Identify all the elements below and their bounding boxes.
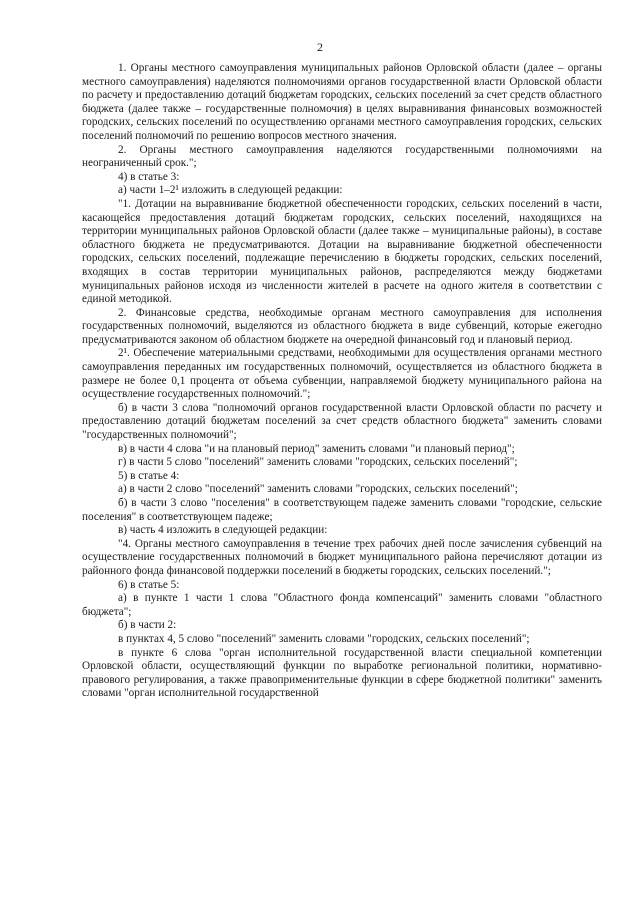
page-number: 2 (317, 40, 323, 54)
paragraph: "4. Органы местного самоуправления в течение трех рабочих дней после зачисления субвенций на осуществление государственных полномочий в бюджет муниципального района перечисляют дотации из районного фонда финансовой поддержки поселений в бюджеты городских, сельских поселений."; (82, 537, 602, 577)
paragraph: 6) в статье 5: (118, 578, 180, 591)
paragraph: б) в части 3 слово "поселения" в соответствующем падеже заменить словами "городские, сельские поселения" в соответствующем падеже; (82, 497, 602, 523)
paragraph: а) в части 2 слово "поселений" заменить словами "городских, сельских поселений"; (118, 483, 518, 496)
paragraph: в) часть 4 изложить в следующей редакции: (118, 524, 328, 537)
paragraph: 2. Органы местного самоуправления наделяются государственными полномочиями на неограниченный срок."; (82, 143, 602, 170)
paragraph: г) в части 5 слово "поселений" заменить словами "городских, сельских поселений"; (118, 456, 518, 469)
paragraph: 1. Органы местного самоуправления муниципальных районов Орловской области (далее – органы местного самоуправления) наделяются полномочиями органов государственной власти Орловской области по расчету и предоставлению дотаций бюджетам городских, сельских поселений за счет средств областного бюджета (далее также – государственные полномочия) в целях выравнивания финансовых возможностей городских, сельских поселений по осуществлению органами местного самоуправления городских, сельских поселений полномочий по решению вопросов местного значения. (82, 62, 602, 142)
paragraph: 4) в статье 3: (118, 170, 180, 183)
paragraph: б) в части 2: (118, 619, 177, 632)
paragraph: а) части 1–2¹ изложить в следующей редакции: (118, 184, 343, 197)
paragraph: 2. Финансовые средства, необходимые органам местного самоуправления для исполнения государственных полномочий, выделяются из областного бюджета в виде субвенций, которые ежегодно предусматриваются законом об областном бюджете на очередной финансовый год и плановый период. (82, 306, 602, 346)
paragraph: 2¹. Обеспечение материальными средствами, необходимыми для осуществления органами местного самоуправления переданных им государственных полномочий, осуществляется из областного бюджета в размере не более 0,1 процента от объема субвенции, направляемой бюджету муниципального района на осуществление государственных полномочий."; (82, 347, 602, 401)
paragraph: б) в части 3 слова "полномочий органов государственной власти Орловской области по расчету и предоставлению дотаций бюджетам поселений за счет средств областного бюджета" заменить словами "государственных полномочий"; (82, 401, 602, 442)
paragraph: "1. Дотации на выравнивание бюджетной обеспеченности городских, сельских поселений в части, касающейся предоставления дотаций бюджетам городских, сельских поселений, находящихся на территории муниципальных районов Орловской области (далее также – муниципальные районы), в составе областного бюджета не предусматриваются. Дотации на выравнивание бюджетной обеспеченности городских, сельских поселений, подлежащие перечислению в бюджеты городских, сельских поселений, входящих в состав территории муниципальных районов, распределяются между бюджетами муниципальных районов исходя из численности жителей в расчете на одного жителя в соответствии с единой методикой. (82, 197, 602, 306)
paragraph: в пункте 6 слова "орган исполнительной государственной власти специальной компетенции Орловской области, осуществляющий функции по выработке региональной политики, нормативно-правового регулирования, а также правоприменительные функции в сфере бюджетной политики" заменить словами "орган исполнительной государственной (82, 646, 602, 700)
paragraph: в пунктах 4, 5 слово "поселений" заменить словами "городских, сельских поселений"; (118, 632, 530, 645)
paragraph: а) в пункте 1 части 1 слова "Областного фонда компенсаций" заменить словами "областного бюджета"; (82, 592, 602, 618)
paragraph: 5) в статье 4: (118, 469, 180, 482)
paragraph: в) в части 4 слова "и на плановый период" заменить словами "и плановый период"; (118, 442, 515, 455)
document-body (82, 62, 602, 701)
